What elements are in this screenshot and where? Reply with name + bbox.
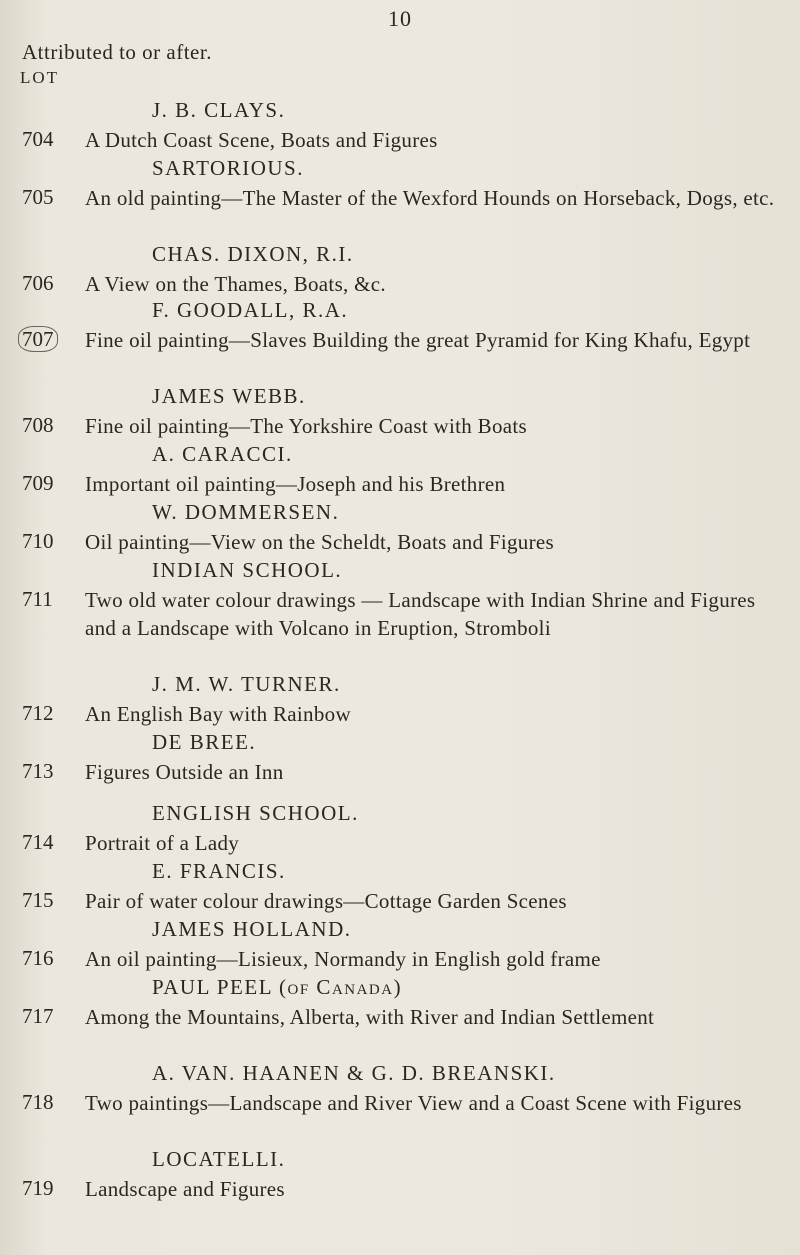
page-number: 10 [388,6,412,31]
artist-name: F. GOODALL, R.A. [152,298,349,322]
lot-number: 711 [22,587,53,611]
lot-description: Two paintings—Landscape and River View and a Coast Scene with Figures [85,1091,742,1115]
lot-number: 706 [22,271,54,295]
lot-number: 717 [22,1004,54,1028]
artist-name: W. DOMMERSEN. [152,500,340,524]
artist-name: ENGLISH SCHOOL. [152,801,359,825]
lot-column-label: LOT [20,68,60,87]
lot-number: 712 [22,701,54,725]
artist-name: INDIAN SCHOOL. [152,558,343,582]
lot-number: 718 [22,1090,54,1114]
lot-number: 709 [22,471,54,495]
artist-name: E. FRANCIS. [152,859,286,883]
lot-number: 705 [22,185,54,209]
lot-description: Important oil painting—Joseph and his Brethren [85,472,506,496]
lot-description: Among the Mountains, Alberta, with River and Indian Settlement [85,1005,655,1029]
artist-name: J. M. W. TURNER. [152,672,341,696]
lot-number: 719 [22,1176,54,1200]
lot-description: Oil painting—View on the Scheldt, Boats and Figures [85,530,554,554]
artist-name: A. CARACCI. [152,442,293,466]
artist-name: PAUL PEEL (of Canada) [152,975,403,999]
artist-name: DE BREE. [152,730,257,754]
circled-lot-number: 707 [18,326,58,352]
artist-name: JAMES HOLLAND. [152,917,352,941]
lot-number: 716 [22,946,54,970]
lot-description: A View on the Thames, Boats, &c. [85,272,386,296]
lot-number [22,327,78,352]
lot-description: Two old water colour drawings — Landscape with Indian Shrine and Figures and a Landscape with Volcano in Eruption, Stromboli [85,588,756,640]
artist-name: J. B. CLAYS. [152,98,286,122]
section-header: Attributed to or after. [22,40,212,64]
artist-name: SARTORIOUS. [152,156,304,180]
lot-description: Fine oil painting—Slaves Building the great Pyramid for King Khafu, Egypt [85,328,751,352]
lot-description: Landscape and Figures [85,1177,285,1201]
lot-description: Pair of water colour drawings—Cottage Garden Scenes [85,889,567,913]
lot-number: 713 [22,759,54,783]
lot-description: An oil painting—Lisieux, Normandy in English gold frame [85,947,601,971]
lot-description: An English Bay with Rainbow [85,702,351,726]
artist-name: A. VAN. HAANEN & G. D. BREANSKI. [152,1061,556,1085]
lot-description: Figures Outside an Inn [85,760,284,784]
artist-name: JAMES WEBB. [152,384,306,408]
lot-description: A Dutch Coast Scene, Boats and Figures [85,128,438,152]
lot-number: 710 [22,529,54,553]
lot-description: Portrait of a Lady [85,831,240,855]
lot-number: 714 [22,830,54,854]
lot-number: 715 [22,888,54,912]
lot-number: 708 [22,413,54,437]
artist-name: CHAS. DIXON, R.I. [152,242,354,266]
artist-name: LOCATELLI. [152,1147,286,1171]
lot-description: Fine oil painting—The Yorkshire Coast with Boats [85,414,527,438]
lot-description: An old painting—The Master of the Wexford Hounds on Horseback, Dogs, etc. [85,186,775,210]
lot-number: 704 [22,127,54,151]
